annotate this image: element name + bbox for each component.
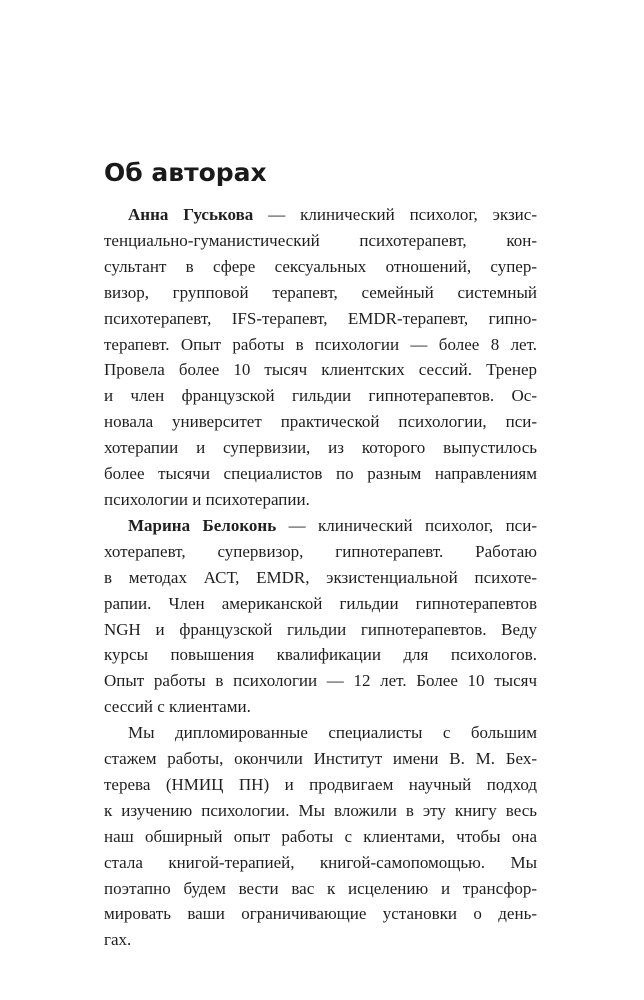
paragraph-line: сультант в сфере сексуальных отношений, супер- [104,256,537,276]
paragraph-line: хотерапевт, супервизор, гипнотерапевт. Работаю [104,541,537,561]
paragraph-line: рапии. Член американской гильдии гипнотерапевтов [104,593,537,613]
paragraph-line: гах. [104,930,132,950]
paragraph-line: тенциально-гуманистический психотерапевт, кон- [104,230,537,250]
author-name: Марина Белоконь [128,515,277,535]
paragraph-line: более тысячи специалистов по разным направлениям [104,464,537,484]
paragraph-line: Мы дипломированные специалисты с большим [128,723,537,743]
paragraph-joint [104,720,537,953]
paragraph-line: новала университет практической психологии, пси- [104,412,537,432]
paragraph-line: Опыт работы в психологии — 12 лет. Более 10 тысяч [104,671,537,691]
paragraph-line: поэтапно будем вести вас к исцелению и трансфор- [104,878,537,898]
paragraph-line: сессий с клиентами. [104,697,251,717]
paragraph-line: в методах АСТ, EMDR, экзистенциальной психоте- [104,567,537,587]
paragraph-author-2 [104,513,537,720]
body-text [104,202,537,953]
paragraph-line: хотерапии и супервизии, из которого выпустилось [104,438,537,458]
paragraph-line: терапевт. Опыт работы в психологии — более 8 лет. [104,334,537,354]
paragraph-line: NGH и французской гильдии гипнотерапевтов. Веду [104,619,537,639]
paragraph-line: психотерапевт, IFS-терапевт, EMDR-терапевт, гипно- [104,308,537,328]
paragraph-line: к изучению психологии. Мы вложили в эту книгу весь [104,800,537,820]
paragraph-line: психологии и психотерапии. [104,489,310,509]
paragraph-line: Провела более 10 тысяч клиентских сессий. Тренер [104,360,537,380]
page-title: Об авторах [104,158,267,187]
paragraph-line: мировать ваши ограничивающие установки о день- [104,904,537,924]
paragraph-line: терева (НМИЦ ПН) и продвигаем научный подход [104,774,537,794]
paragraph-line: и член французской гильдии гипнотерапевтов. Ос- [104,386,537,406]
paragraph-line: наш обширный опыт работы с клиентами, чтобы она [104,826,537,846]
paragraph-line: визор, групповой терапевт, семейный системный [104,282,537,302]
paragraph-author-1 [104,202,537,513]
author-name: Анна Гуськова [128,205,254,224]
paragraph-line: Анна Гуськова — клинический психолог, экзис- [128,205,537,224]
paragraph-line: курсы повышения квалификации для психологов. [104,645,537,665]
paragraph-line: стала книгой-терапией, книгой-самопомощью. Мы [104,852,537,872]
paragraph-line: Марина Белоконь — клинический психолог, пси- [128,515,537,535]
paragraph-line: стажем работы, окончили Институт имени В. М. Бех- [104,749,537,769]
